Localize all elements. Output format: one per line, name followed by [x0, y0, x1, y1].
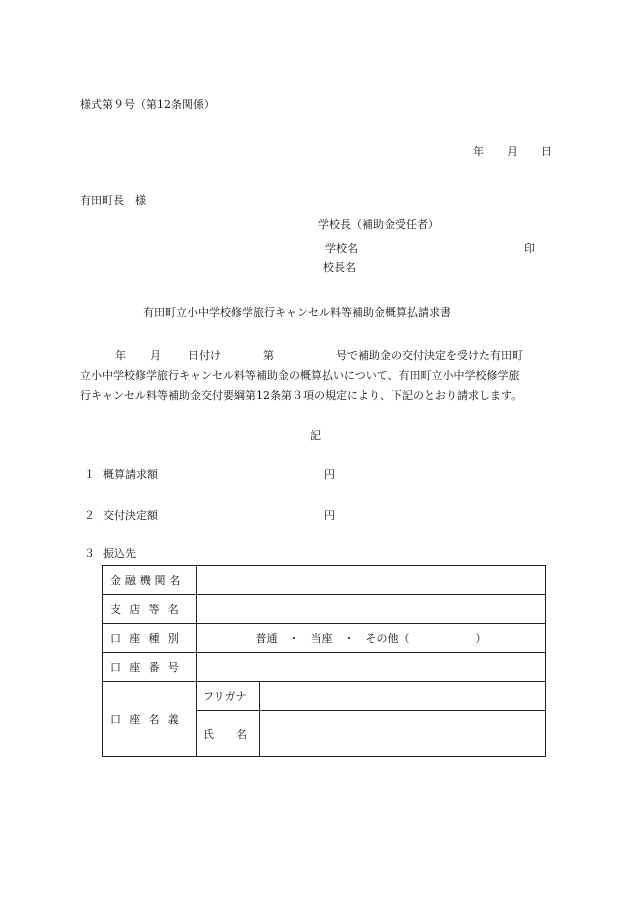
applicant-role: 学校長（補助金受任者） — [318, 218, 439, 231]
bank-account-table — [102, 565, 546, 757]
body-month: 月 — [150, 349, 161, 362]
item-1-unit: 円 — [324, 468, 335, 481]
item-1-label: 概算請求額 — [103, 468, 158, 481]
principal-name-label: 校長名 — [323, 261, 356, 274]
account-number-label: 口座番号 — [103, 653, 197, 682]
body-year: 年 — [115, 349, 126, 362]
document-title: 有田町立小中学校修学旅行キャンセル料等補助金概算払請求書 — [143, 306, 451, 319]
school-name-label: 学校名 — [325, 242, 358, 255]
account-holder-label: 口座名義 — [103, 682, 197, 757]
body-day: 日付け — [188, 349, 221, 362]
seal-mark: 印 — [524, 242, 535, 255]
date-year: 年 — [473, 145, 484, 158]
item-2-unit: 円 — [324, 509, 335, 522]
item-3-label: 振込先 — [103, 547, 136, 560]
branch-label: 支店等名 — [103, 595, 197, 624]
table-row — [103, 566, 546, 595]
form-number: 様式第９号（第12条関係） — [80, 98, 215, 111]
item-2-label: 交付決定額 — [103, 509, 158, 522]
table-row — [103, 595, 546, 624]
body-line1-rest: 号で補助金の交付決定を受けた有田町 — [336, 349, 523, 362]
body-dai: 第 — [263, 349, 274, 362]
account-number-field[interactable] — [197, 653, 546, 682]
branch-field[interactable] — [197, 595, 546, 624]
body-line2: 立小中学校修学旅行キャンセル料等補助金の概算払いについて、有田町立小中学校修学旅 — [80, 369, 520, 382]
addressee: 有田町長 様 — [80, 194, 146, 207]
holder-name-field[interactable] — [260, 711, 546, 757]
furigana-label: フリガナ — [197, 682, 260, 711]
body-line3: 行キャンセル料等補助金交付要綱第12条第３項の規定により、下記のとおり請求します。 — [80, 389, 523, 402]
institution-field[interactable] — [197, 566, 546, 595]
table-row — [103, 624, 546, 653]
holder-name-label: 氏 名 — [197, 711, 260, 757]
ki-label: 記 — [310, 429, 321, 442]
item-2-number: ２ — [84, 509, 95, 522]
table-row — [103, 653, 546, 682]
table-row — [103, 682, 546, 711]
account-type-options[interactable]: 普通 ・ 当座 ・ その他（ ） — [197, 624, 546, 653]
item-1-number: １ — [84, 468, 95, 481]
date-month: 月 — [507, 145, 518, 158]
date-day: 日 — [541, 145, 552, 158]
institution-label: 金融機関名 — [103, 566, 197, 595]
item-3-number: ３ — [84, 547, 95, 560]
furigana-field[interactable] — [260, 682, 546, 711]
account-type-label: 口座種別 — [103, 624, 197, 653]
